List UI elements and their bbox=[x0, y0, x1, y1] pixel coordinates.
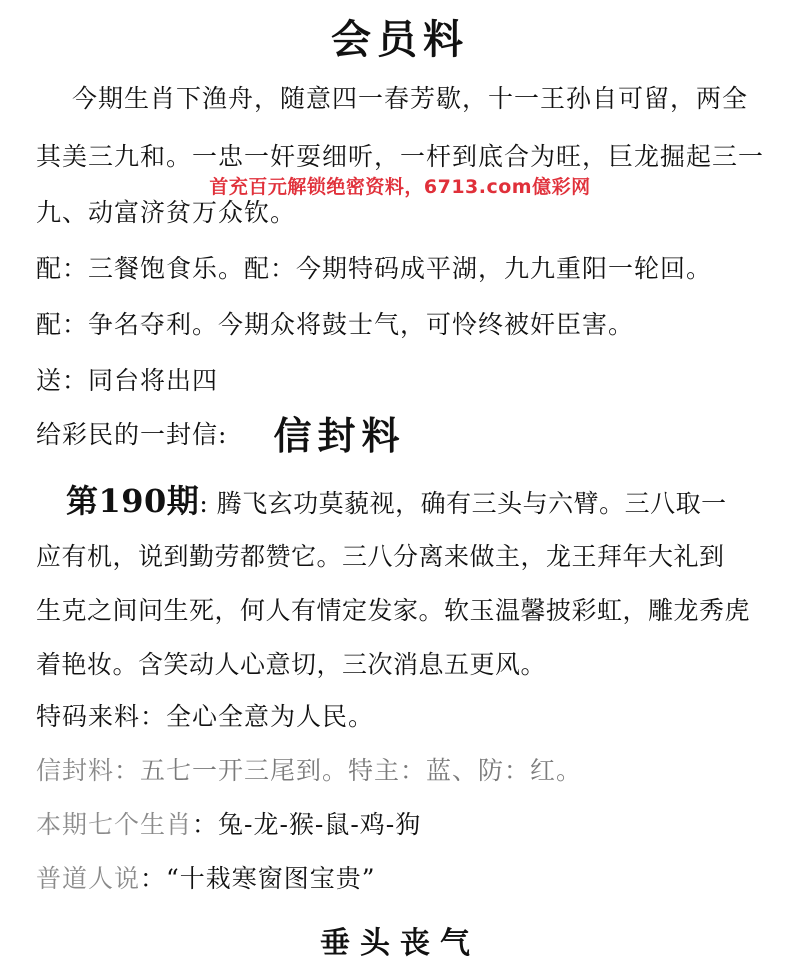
song-line: 送：同台将出四 bbox=[36, 366, 219, 395]
daoren-line bbox=[36, 862, 376, 896]
daoren-text: ：“十栽寒窗图宝贵” bbox=[140, 864, 376, 893]
benqi-label: 本期七个生肖 bbox=[36, 810, 193, 839]
member-para-line-3: 九、动富济贫万众钦。 bbox=[36, 198, 297, 227]
letter-para-line-2: 应有机，说到勤劳都赞它。三八分离来做主，龙王拜年大礼到 bbox=[36, 542, 725, 571]
letter-para-line-1 bbox=[66, 484, 727, 521]
member-para-line-1: 今期生肖下渔舟，随意四一春芳歇，十一王孙自可留，两全 bbox=[72, 84, 749, 113]
xinfeng-line bbox=[36, 754, 582, 788]
xinfeng-text: ：五七一开三尾到。特主：蓝、防：红。 bbox=[114, 756, 583, 785]
letter-para-line-3: 生克之间问生死，何人有情定发家。软玉温馨披彩虹，雕龙秀虎 bbox=[36, 596, 751, 625]
watermark-ad: 首充百元解锁绝密资料，6713.com億彩网 bbox=[209, 176, 591, 198]
xinfeng-label: 信封料 bbox=[36, 756, 115, 785]
member-para-line-2: 其美三九和。一忠一奸耍细听，一杆到底合为旺，巨龙掘起三一 bbox=[36, 142, 765, 171]
issue-number: 第190期 bbox=[66, 482, 200, 520]
letter-para-line-4: 着艳妆。含笑动人心意切，三次消息五更风。 bbox=[36, 650, 547, 679]
letter-intro: 给彩民的一封信: bbox=[36, 420, 228, 449]
daoren-label: 普道人说 bbox=[36, 864, 141, 893]
benqi-text: ：兔-龙-猴-鼠-鸡-狗 bbox=[192, 810, 422, 839]
pei-line-1: 配：三餐饱食乐。配：今期特码成平湖，九九重阳一轮回。 bbox=[36, 254, 713, 283]
tema-line: 特码来料：全心全意为人民。 bbox=[36, 702, 375, 731]
pei-line-2: 配：争名夺利。今期众将鼓士气，可怜终被奸臣害。 bbox=[36, 310, 635, 339]
footer-title: 垂头丧气 bbox=[320, 926, 480, 961]
benqi-line bbox=[36, 808, 421, 842]
letter-title: 信封料 bbox=[273, 414, 406, 458]
member-title: 会员料 bbox=[331, 17, 469, 63]
letter-header bbox=[36, 414, 406, 458]
letter-para-first-text: : 腾飞玄功莫藐视，确有三头与六臂。三八取一 bbox=[199, 489, 727, 518]
